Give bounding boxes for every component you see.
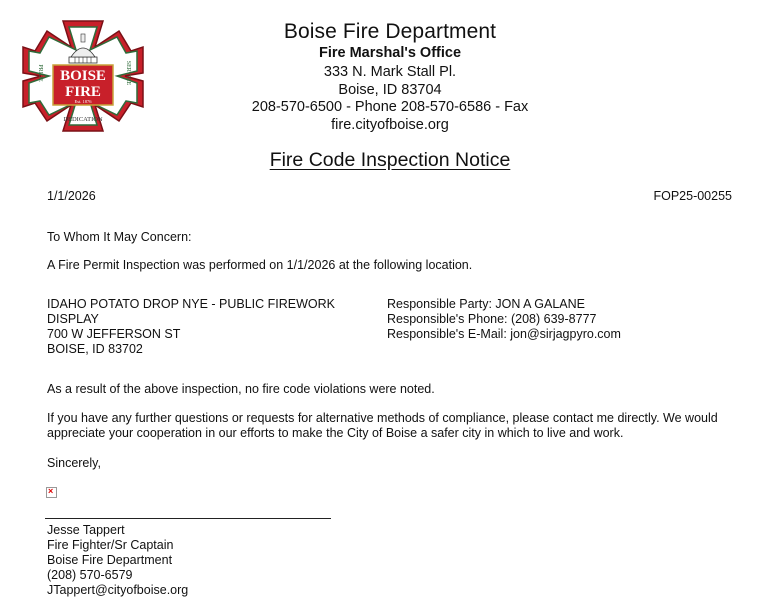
salutation: To Whom It May Concern: — [47, 230, 192, 244]
notice-date: 1/1/2026 — [47, 189, 96, 203]
signer-phone: (208) 570-6579 — [47, 568, 133, 582]
signer-title: Fire Fighter/Sr Captain — [47, 538, 174, 552]
signer-organization: Boise Fire Department — [47, 553, 173, 567]
location-line4: BOISE, ID 83702 — [47, 342, 143, 356]
followup-line1: If you have any further questions or requests for alternative methods of compliance, please contact me directly. We would — [47, 411, 718, 425]
intro-text: A Fire Permit Inspection was performed on 1/1/2026 at the following location. — [47, 258, 473, 272]
website: fire.cityofboise.org — [331, 117, 449, 133]
logo-established: Est. 1876 — [74, 99, 92, 104]
responsible-phone: Responsible's Phone: (208) 639-8777 — [387, 312, 597, 326]
signer-email: JTappert@cityofboise.org — [47, 583, 189, 597]
responsible-email: Responsible's E-Mail: jon@sirjagpyro.com — [387, 327, 621, 341]
notice-reference: FOP25-00255 — [653, 189, 732, 203]
office-name: Fire Marshal's Office — [318, 45, 462, 61]
logo-name-line1: BOISE — [60, 68, 106, 84]
closing: Sincerely, — [47, 456, 101, 470]
department-name: Boise Fire Department — [283, 20, 497, 43]
logo-bottom-arm: DEDICATION — [63, 116, 103, 123]
logo-name-line2: FIRE — [65, 84, 101, 100]
signer-name: Jesse Tappert — [47, 523, 125, 537]
inspection-result: As a result of the above inspection, no fire code violations were noted. — [47, 382, 435, 396]
logo-right-arm: SERVICE — [125, 60, 131, 86]
notice-title: Fire Code Inspection Notice — [269, 149, 511, 171]
location-line3: 700 W JEFFERSON ST — [47, 327, 181, 341]
followup-line2: appreciate your cooperation in our efforts to make the City of Boise a safer city in which to live and work. — [47, 426, 624, 440]
boise-fire-logo — [19, 17, 147, 135]
phone-fax: 208-570-6500 - Phone 208-570-6586 - Fax — [251, 99, 529, 115]
address-line2: Boise, ID 83704 — [338, 82, 442, 98]
broken-image-icon: × — [46, 487, 57, 498]
logo-left-arm: PRIDE — [37, 64, 43, 82]
location-line1: IDAHO POTATO DROP NYE - PUBLIC FIREWORK — [47, 297, 336, 311]
responsible-party: Responsible Party: JON A GALANE — [387, 297, 586, 311]
signature-line — [45, 518, 331, 519]
address-line1: 333 N. Mark Stall Pl. — [323, 64, 457, 80]
location-line2: DISPLAY — [47, 312, 99, 326]
